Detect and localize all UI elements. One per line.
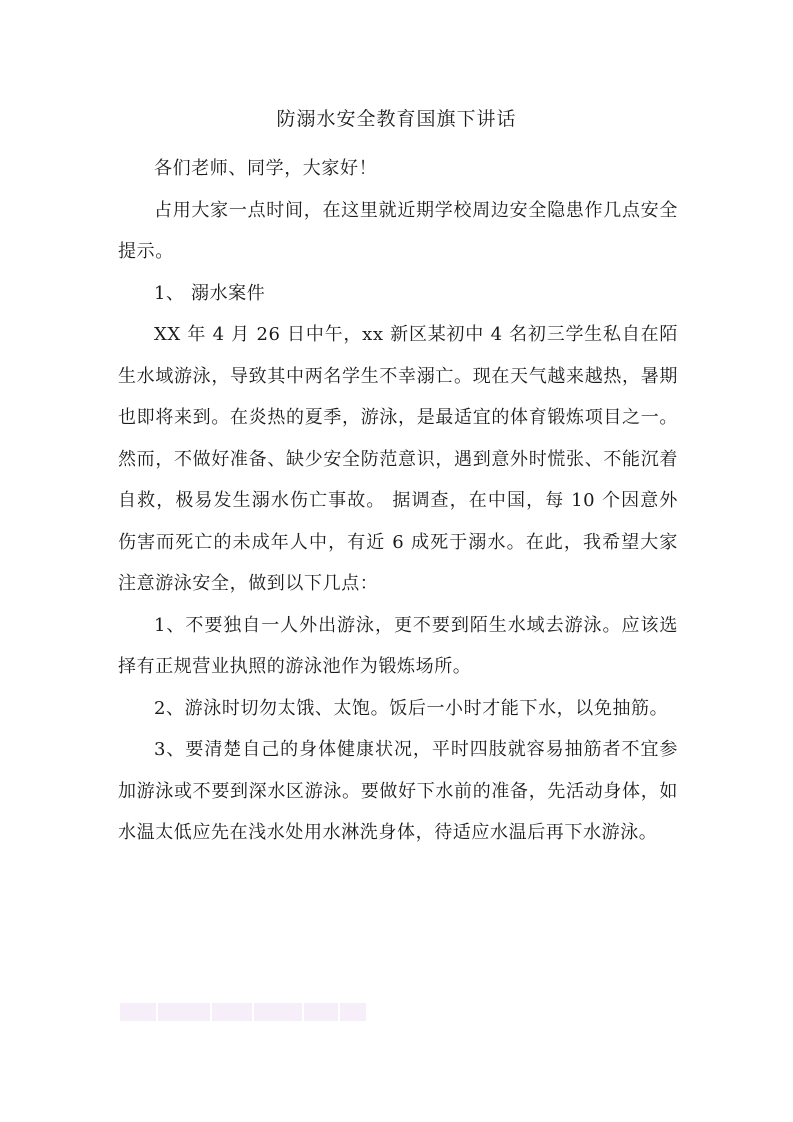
faint-watermark bbox=[120, 1003, 366, 1021]
paragraph-tip-3: 3、要清楚自己的身体健康状况，平时四肢就容易抽筋者不宜参加游泳或不要到深水区游泳。要做好下水前的准备，先活动身体，如水温太低应先在浅水处用水淋洗身体，待适应水温后再下水游泳。 bbox=[118, 739, 678, 843]
paragraph-greeting: 各们老师、同学，大家好！ bbox=[154, 158, 378, 179]
section-heading: 1、 溺水案件 bbox=[154, 282, 266, 304]
document-body bbox=[118, 148, 678, 854]
paragraph-intro: 占用大家一点时间，在这里就近期学校周边安全隐患作几点安全提示。 bbox=[118, 199, 678, 262]
paragraph-tip-2: 2、游泳时切勿太饿、太饱。饭后一小时才能下水，以免抽筋。 bbox=[154, 697, 669, 719]
paragraph-tip-1: 1、不要独自一人外出游泳，更不要到陌生水域去游泳。应该选择有正规营业执照的游泳池作为锻炼场所。 bbox=[118, 614, 678, 677]
paragraph-case: XX 年 4 月 26 日中午，xx 新区某初中 4 名初三学生私自在陌生水域游泳，导致其中两名学生不幸溺亡。现在天气越来越热，暑期也即将来到。在炎热的夏季，游泳，是最适宜的体育锻炼项目之一。然而，不做好准备、缺少安全防范意识，遇到意外时慌张、不能沉着自救，极易发生溺水伤亡事故。 据调查，在中国，每 10 个因意外伤害而死亡的未成年人中，有近 6 成死于溺水。在此，我希望大家注意游泳安全，做到以下几点： bbox=[118, 324, 678, 594]
document-title: 防溺水安全教育国旗下讲话 bbox=[276, 108, 517, 130]
